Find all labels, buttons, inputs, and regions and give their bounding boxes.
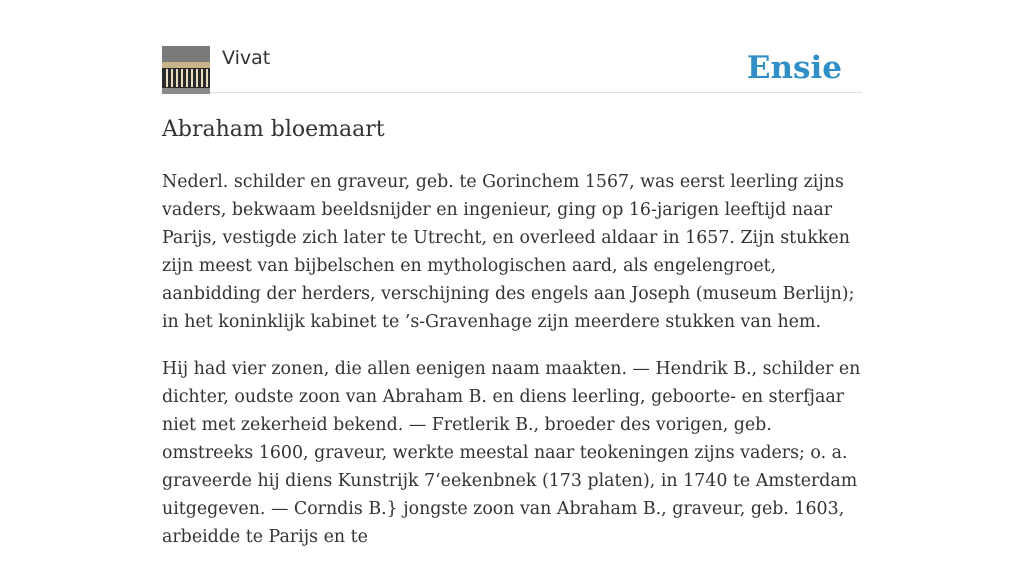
brand-logo[interactable]: Ensie <box>746 50 842 86</box>
site-header <box>162 46 862 93</box>
article-paragraph: Hij had vier zonen, die allen eenigen naam maakten. — Hendrik B., schilder en dichter, oudste zoon van Abraham B. en diens leerling, geboorte- en sterfjaar niet met zekerheid bekend. — Fretlerik B., broeder des vorigen, geb. omstreeks 1600, graveur, werkte meestal naar teokeningen zijns vaders; o. a. graveerde hij diens Kunstrijk 7‘eekenbnek (173 platen), in 1740 te Amsterdam uitgegeven. — Corndis B.} jongste zoon van Abraham B., graveur, geb. 1603, arbeidde te Parijs en te <box>162 359 861 547</box>
article-body <box>162 168 866 570</box>
author-avatar[interactable] <box>162 46 210 94</box>
bookshelf-icon <box>162 46 210 94</box>
author-name[interactable]: Vivat <box>222 47 271 69</box>
article-title: Abraham bloemaart <box>162 117 385 142</box>
article-paragraph: Nederl. schilder en graveur, geb. te Gorinchem 1567, was eerst leerling zijns vaders, bekwaam beeldsnijder en ingenieur, ging op 16-jarigen leeftijd naar Parijs, vestigde zich later te Utrecht, en overleed aldaar in 1657. Zijn stukken zijn meest van bijbelschen en mythologischen aard, als engelengroet, aanbidding der herders, verschijning des engels aan Joseph (museum Berlijn); in het koninklijk kabinet te ’s-Gravenhage zijn meerdere stukken van hem. <box>162 172 855 332</box>
